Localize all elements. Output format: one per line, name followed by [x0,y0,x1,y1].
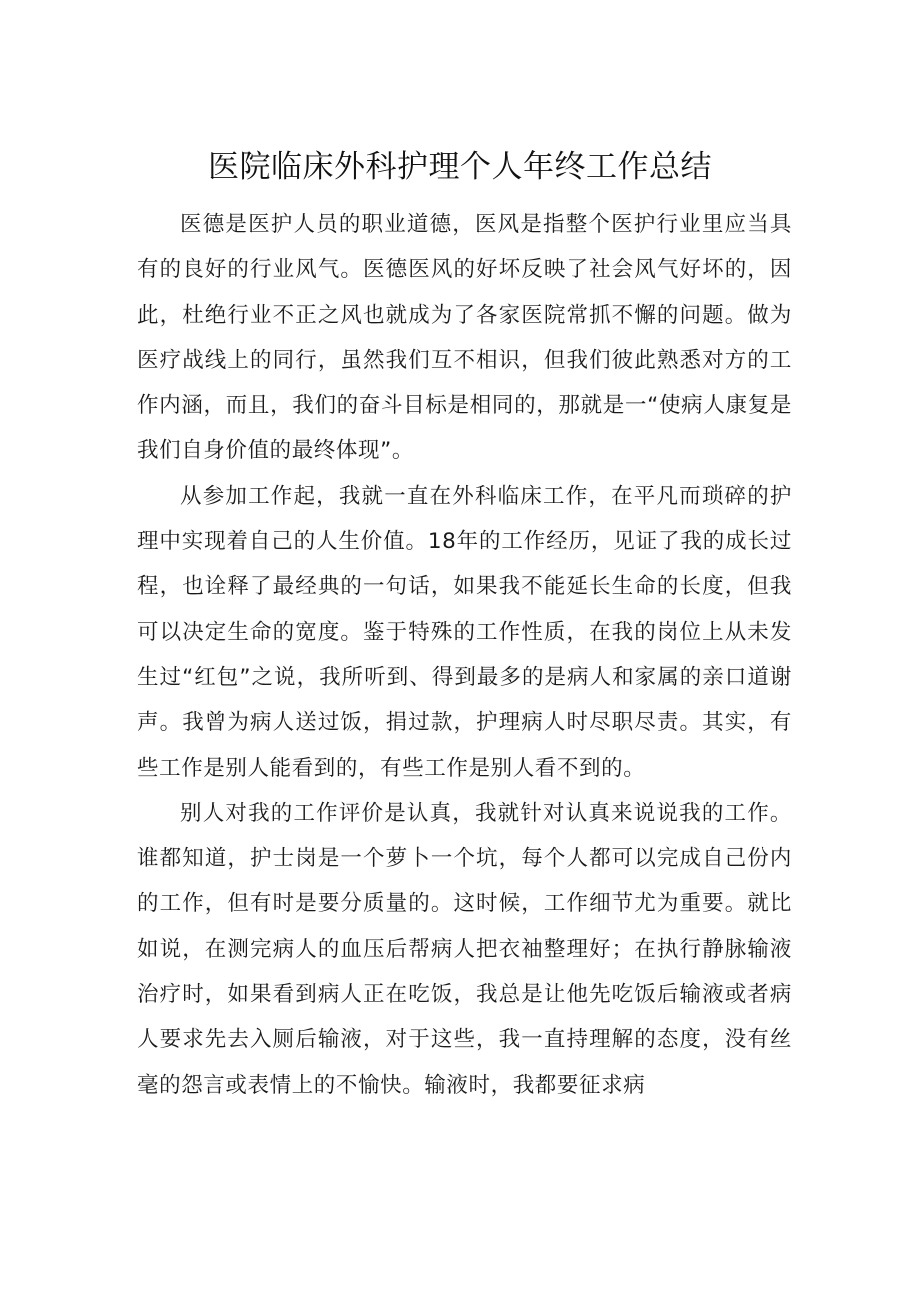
paragraph-work-details: 别人对我的工作评价是认真，我就针对认真来说说我的工作。谁都知道，护士岗是一个萝卜一个坑，每个人都可以完成自己份内的工作，但有时是要分质量的。这时候，工作细节尤为重要。就比如说，在测完病人的血压后帮病人把衣袖整理好；在执行静脉输液治疗时，如果看到病人正在吃饭，我总是让他先吃饭后输液或者病人要求先去入厕后输液，对于这些，我一直持理解的态度，没有丝毫的怨言或表情上的不愉快。输液时，我都要征求病 [137,800,792,1098]
paragraph-work-experience: 从参加工作起，我就一直在外科临床工作，在平凡而琐碎的护理中实现着自己的人生价值。18年的工作经历，见证了我的成长过程，也诠释了最经典的一句话，如果我不能延长生命的长度，但我可以决定生命的宽度。鉴于特殊的工作性质，在我的岗位上从未发生过“红包”之说，我所听到、得到最多的是病人和家属的亲口道谢声。我曾为病人送过饭，捐过款，护理病人时尽职尽责。其实，有些工作是别人能看到的，有些工作是别人看不到的。 [137,483,792,781]
document-body [137,202,792,1108]
document-title: 医院临床外科护理个人年终工作总结 [208,149,712,185]
paragraph-medical-ethics: 医德是医护人员的职业道德，医风是指整个医护行业里应当具有的良好的行业风气。医德医风的好坏反映了社会风气好坏的，因此，杜绝行业不正之风也就成为了各家医院常抓不懈的问题。做为医疗战线上的同行，虽然我们互不相识，但我们彼此熟悉对方的工作内涵，而且，我们的奋斗目标是相同的，那就是一“使病人康复是我们自身价值的最终体现”。 [137,212,792,464]
